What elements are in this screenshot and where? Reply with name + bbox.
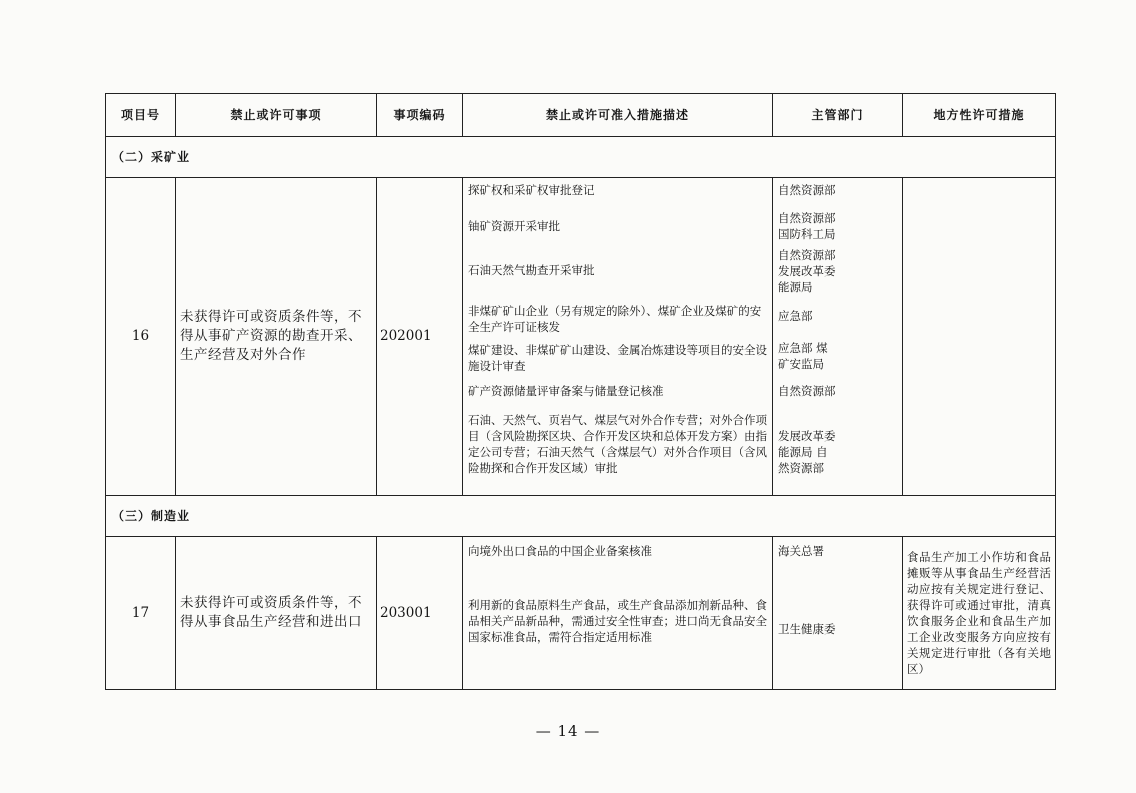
- page-number: — 14 —: [535, 722, 601, 740]
- department-entry: 应急部 煤矿安监局: [778, 341, 828, 371]
- description-entry: 矿产资源储量评审备案与储量登记核准: [468, 384, 664, 398]
- item-text: 未获得许可或资质条件等，不得从事矿产资源的勘查开采、生产经营及对外合作: [176, 178, 377, 496]
- department-entry: 自然资源部: [778, 384, 836, 398]
- description-cell: [463, 178, 773, 496]
- section-title: （三）制造业: [106, 496, 1056, 537]
- header-department: 主管部门: [773, 94, 903, 137]
- local-measure: [903, 178, 1056, 496]
- description-entry: 石油天然气勘查开采审批: [468, 263, 595, 277]
- table-row: [106, 178, 1056, 496]
- header-project-no: 项目号: [106, 94, 176, 137]
- description-entry: 探矿权和采矿权审批登记: [468, 183, 595, 197]
- description-entry: 利用新的食品原料生产食品，或生产食品添加剂新品种、食品相关产品新品种，需通过安全性审查；进口尚无食品安全国家标准食品，需符合指定适用标准: [468, 598, 767, 644]
- table-row: [106, 537, 1056, 690]
- department-cell: [773, 178, 903, 496]
- header-description: 禁止或许可准入措施描述: [463, 94, 773, 137]
- item-text: 未获得许可或资质条件等，不得从事食品生产经营和进出口: [176, 537, 377, 690]
- section-title: （二）采矿业: [106, 137, 1056, 178]
- item-code: 202001: [377, 178, 463, 496]
- description-entry: 煤矿建设、非煤矿矿山建设、金属冶炼建设等项目的安全设施设计审查: [468, 343, 767, 373]
- section-row-manufacturing: [106, 496, 1056, 537]
- department-entry: 海关总署: [778, 544, 824, 558]
- project-number: 16: [106, 178, 176, 496]
- project-number: 17: [106, 537, 176, 690]
- department-entry: 自然资源部 国防科工局: [778, 211, 836, 241]
- local-measure: 食品生产加工小作坊和食品摊贩等从事食品生产经营活动应按有关规定进行登记、获得许可或通过审批，清真饮食服务企业和食品生产加工企业改变服务方向应按有关规定进行审批（各有关地区）: [903, 537, 1056, 690]
- department-entry: 应急部: [778, 309, 813, 323]
- description-entry: 铀矿资源开采审批: [468, 219, 560, 233]
- description-cell: [463, 537, 773, 690]
- header-code: 事项编码: [377, 94, 463, 137]
- description-entry: 向境外出口食品的中国企业备案核准: [468, 544, 652, 558]
- section-row-mining: [106, 137, 1056, 178]
- permit-table: [105, 93, 1056, 690]
- department-cell: [773, 537, 903, 690]
- department-entry: 卫生健康委: [778, 622, 836, 636]
- description-entry: 石油、天然气、页岩气、煤层气对外合作专营；对外合作项目（含风险勘探区块、合作开发区块和总体开发方案）由指定公司专营；石油天然气（含煤层气）对外合作项目（含风险勘探和合作开发区域）审批: [468, 413, 767, 475]
- description-entry: 非煤矿矿山企业（另有规定的除外）、煤矿企业及煤矿的安全生产许可证核发: [468, 304, 762, 334]
- department-entry: 发展改革委 能源局 自然资源部: [778, 429, 836, 475]
- item-code: 203001: [377, 537, 463, 690]
- department-entry: 自然资源部 发展改革委 能源局: [778, 248, 836, 294]
- header-item: 禁止或许可事项: [176, 94, 377, 137]
- table-header: [106, 94, 1056, 137]
- header-local-measures: 地方性许可措施: [903, 94, 1056, 137]
- department-entry: 自然资源部: [778, 183, 836, 197]
